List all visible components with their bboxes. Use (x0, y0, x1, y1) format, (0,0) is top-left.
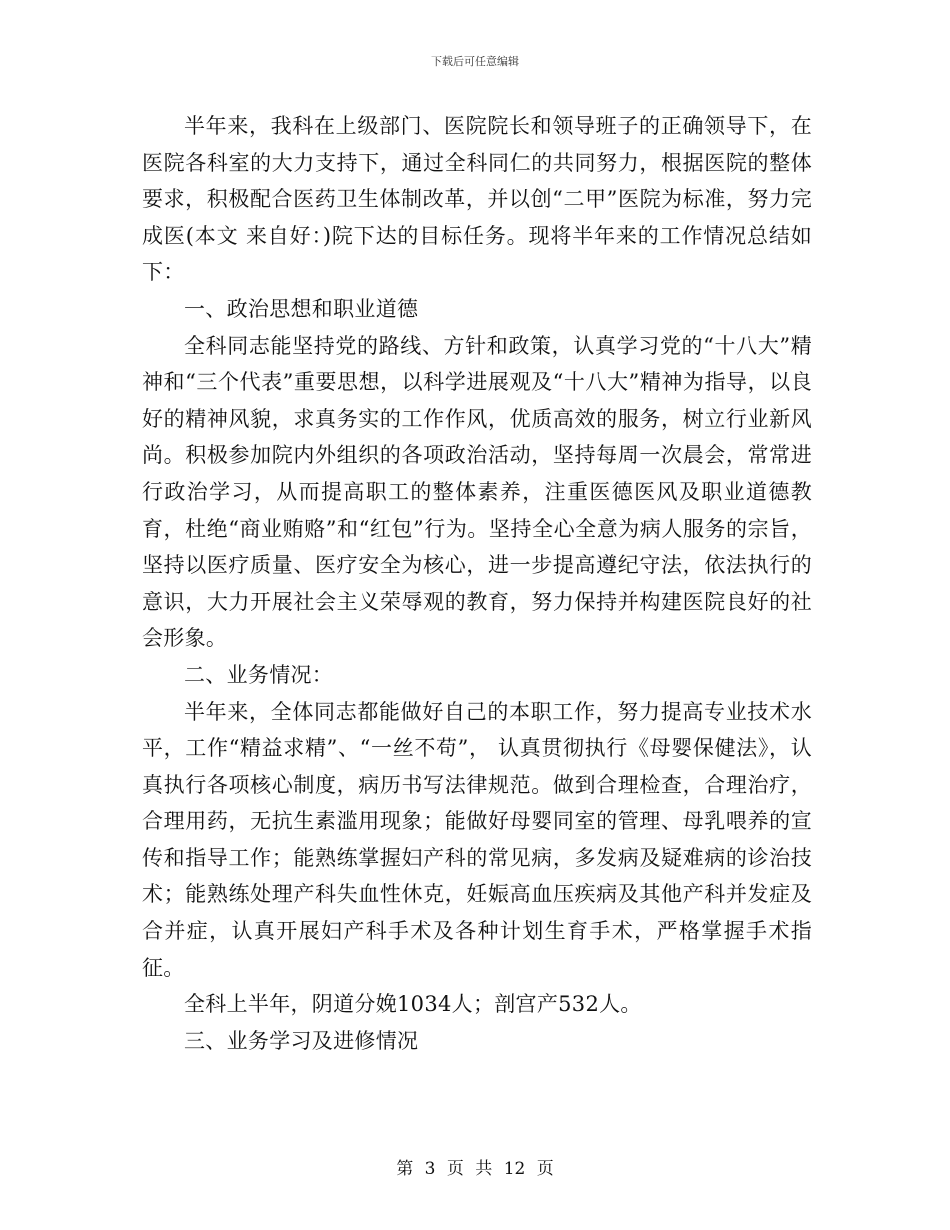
section-heading-study: 三、业务学习及进修情况 (184, 1028, 419, 1053)
page-number: 第 3 页 共 12 页 (396, 1159, 554, 1179)
section-heading-politics: 一、政治思想和职业道德 (184, 296, 419, 321)
business-paragraph: 半年来，全体同志都能做好自己的本职工作，努力提高专业技术水平，工作“精益求精”、“一丝不苟”， 认真贯彻执行《母婴保健法》，认真执行各项核心制度，病历书写法律规范。做到合理检查，合理治疗，合理用药，无抗生素滥用现象；能做好母婴同室的管理、母乳喂养的宣传和指导工作；能熟练掌握妇产科的常见病，多发病及疑难病的诊治技术；能熟练处理产科失血性休克，妊娠高血压疾病及其他产科并发症及合并症，认真开展妇产科手术及各种计划生育手术，严格掌握手术指征。 (142, 699, 812, 980)
intro-paragraph: 半年来，我科在上级部门、医院院长和领导班子的正确领导下，在医院各科室的大力支持下，通过全科同仁的共同努力，根据医院的整体要求，积极配合医药卫生体制改革，并以创“二甲”医院为标准，努力完成医(本文 来自好：)院下达的目标任务。现将半年来的工作情况总结如下： (142, 114, 812, 285)
politics-paragraph: 全科同志能坚持党的路线、方针和政策，认真学习党的“十八大”精神和“三个代表”重要思想，以科学进展观及“十八大”精神为指导，以良好的精神风貌，求真务实的工作作风，优质高效的服务，树立行业新风尚。积极参加院内外组织的各项政治活动，坚持每周一次晨会，常常进行政治学习，从而提高职工的整体素养，注重医德医风及职业道德教育，杜绝“商业贿赂”和“红包”行为。坚持全心全意为病人服务的宗旨，坚持以医疗质量、医疗安全为核心，进一步提高遵纪守法，依法执行的意识，大力开展社会主义荣辱观的教育，努力保持并构建医院良好的社会形象。 (142, 333, 812, 651)
section-heading-business: 二、业务情况： (184, 662, 334, 687)
page-header: 下载后可任意编辑 (431, 55, 519, 68)
document-body (142, 108, 812, 1059)
statistics-paragraph: 全科上半年，阴道分娩1034人；剖宫产532人。 (184, 992, 642, 1017)
